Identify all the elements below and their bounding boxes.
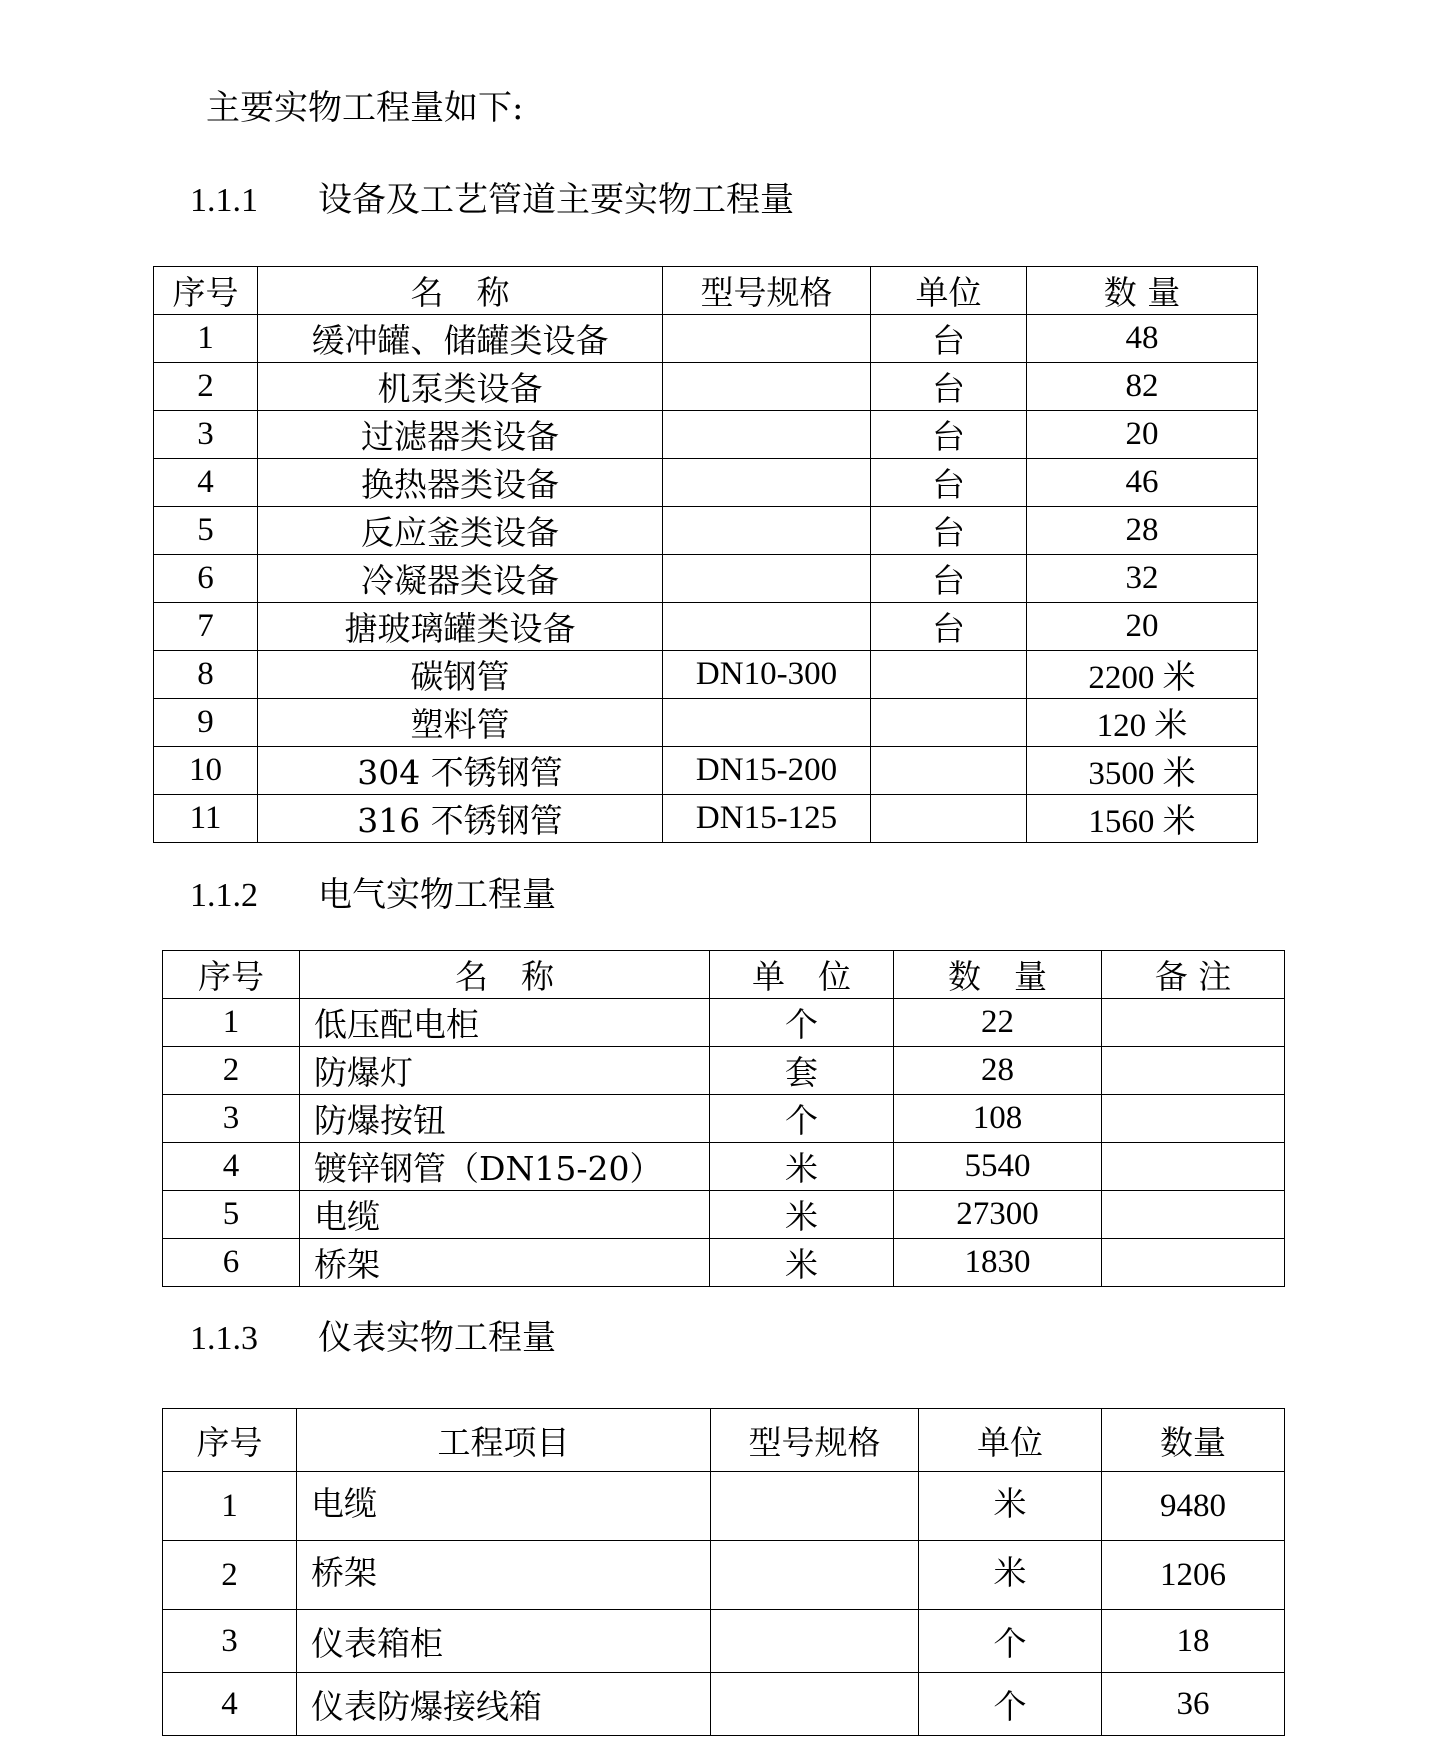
unit-cell [871, 651, 1027, 699]
note-cell [1102, 999, 1285, 1047]
header-spec: 型号规格 [711, 1409, 919, 1472]
name-cell: 电缆 [300, 1191, 710, 1239]
header-name: 名 称 [300, 951, 710, 999]
seq-cell: 5 [154, 507, 258, 555]
name-cell: 搪玻璃罐类设备 [258, 603, 663, 651]
seq-cell: 2 [163, 1541, 297, 1610]
unit-cell [871, 699, 1027, 747]
name-cell: 防爆灯 [300, 1047, 710, 1095]
table-row [154, 795, 1258, 843]
section-number: 1.1.3 [190, 1320, 258, 1357]
name-cell: 冷凝器类设备 [258, 555, 663, 603]
section-heading-1-1-3 [190, 1314, 556, 1362]
header-spec: 型号规格 [663, 267, 871, 315]
qty-cell: 27300 [894, 1191, 1102, 1239]
seq-cell: 11 [154, 795, 258, 843]
table-row [163, 1143, 1285, 1191]
unit-cell: 米 [710, 1239, 894, 1287]
unit-cell: 台 [871, 363, 1027, 411]
name-cell: 过滤器类设备 [258, 411, 663, 459]
section-heading-1-1-2 [190, 871, 556, 919]
header-seq: 序号 [163, 951, 300, 999]
table-header-row [154, 267, 1258, 315]
seq-cell: 9 [154, 699, 258, 747]
qty-cell: 32 [1027, 555, 1258, 603]
name-cell: 低压配电柜 [300, 999, 710, 1047]
seq-cell: 3 [154, 411, 258, 459]
header-seq: 序号 [154, 267, 258, 315]
spec-cell [711, 1541, 919, 1610]
seq-cell: 3 [163, 1610, 297, 1673]
table-row [154, 747, 1258, 795]
table-row [154, 459, 1258, 507]
unit-cell: 台 [871, 459, 1027, 507]
section-title: 设备及工艺管道主要实物工程量 [318, 180, 794, 220]
spec-cell [663, 315, 871, 363]
table-row [163, 1610, 1285, 1673]
name-cell: 316 不锈钢管 [258, 795, 663, 843]
section-number: 1.1.2 [190, 877, 258, 914]
note-cell [1102, 1239, 1285, 1287]
header-unit: 单位 [871, 267, 1027, 315]
unit-cell: 台 [871, 555, 1027, 603]
spec-cell: DN15-200 [663, 747, 871, 795]
spec-cell: DN15-125 [663, 795, 871, 843]
seq-cell: 4 [163, 1143, 300, 1191]
unit-cell: 台 [871, 411, 1027, 459]
seq-cell: 6 [154, 555, 258, 603]
instrument-table [162, 1408, 1285, 1736]
qty-cell: 46 [1027, 459, 1258, 507]
header-name: 名 称 [258, 267, 663, 315]
qty-cell: 22 [894, 999, 1102, 1047]
table-row [154, 315, 1258, 363]
unit-cell: 台 [871, 507, 1027, 555]
qty-cell: 1830 [894, 1239, 1102, 1287]
section-heading-1-1-1 [190, 176, 794, 224]
seq-cell: 6 [163, 1239, 300, 1287]
table-row [163, 1472, 1285, 1541]
qty-cell: 5540 [894, 1143, 1102, 1191]
header-seq: 序号 [163, 1409, 297, 1472]
table-row [154, 603, 1258, 651]
note-cell [1102, 1047, 1285, 1095]
unit-cell: 米 [919, 1472, 1102, 1541]
name-cell: 缓冲罐、储罐类设备 [258, 315, 663, 363]
seq-cell: 7 [154, 603, 258, 651]
spec-cell [663, 411, 871, 459]
seq-cell: 2 [163, 1047, 300, 1095]
name-cell: 镀锌钢管（DN15-20） [300, 1143, 710, 1191]
unit-cell: 个 [710, 1095, 894, 1143]
table-header-row [163, 1409, 1285, 1472]
intro-text: 主要实物工程量如下: [206, 88, 524, 128]
spec-cell [711, 1673, 919, 1736]
seq-cell: 1 [163, 999, 300, 1047]
unit-cell: 个 [919, 1673, 1102, 1736]
seq-cell: 4 [154, 459, 258, 507]
table-row [163, 1191, 1285, 1239]
unit-cell: 个 [919, 1610, 1102, 1673]
header-unit: 单 位 [710, 951, 894, 999]
note-cell [1102, 1095, 1285, 1143]
qty-cell: 9480 [1102, 1472, 1285, 1541]
table-row [154, 555, 1258, 603]
table-row [163, 1047, 1285, 1095]
unit-cell: 个 [710, 999, 894, 1047]
header-unit: 单位 [919, 1409, 1102, 1472]
unit-cell [871, 747, 1027, 795]
seq-cell: 8 [154, 651, 258, 699]
qty-cell: 2200 米 [1027, 651, 1258, 699]
seq-cell: 2 [154, 363, 258, 411]
table-row [163, 1095, 1285, 1143]
seq-cell: 3 [163, 1095, 300, 1143]
qty-cell: 3500 米 [1027, 747, 1258, 795]
unit-cell: 米 [710, 1143, 894, 1191]
seq-cell: 4 [163, 1673, 297, 1736]
header-qty: 数 量 [894, 951, 1102, 999]
seq-cell: 1 [154, 315, 258, 363]
table-row [163, 1541, 1285, 1610]
seq-cell: 10 [154, 747, 258, 795]
qty-cell: 108 [894, 1095, 1102, 1143]
item-cell: 桥架 [297, 1541, 711, 1610]
electrical-table [162, 950, 1285, 1287]
table-row [154, 363, 1258, 411]
table-header-row [163, 951, 1285, 999]
section-title: 电气实物工程量 [318, 875, 556, 915]
unit-cell: 台 [871, 315, 1027, 363]
section-number: 1.1.1 [190, 182, 258, 219]
table-row [163, 1673, 1285, 1736]
name-cell: 塑料管 [258, 699, 663, 747]
unit-cell: 台 [871, 603, 1027, 651]
name-cell: 机泵类设备 [258, 363, 663, 411]
spec-cell [663, 699, 871, 747]
name-cell: 反应釜类设备 [258, 507, 663, 555]
qty-cell: 28 [1027, 507, 1258, 555]
note-cell [1102, 1191, 1285, 1239]
item-cell: 电缆 [297, 1472, 711, 1541]
unit-cell: 米 [710, 1191, 894, 1239]
spec-cell [663, 555, 871, 603]
item-cell: 仪表箱柜 [297, 1610, 711, 1673]
table-row [163, 999, 1285, 1047]
header-note: 备 注 [1102, 951, 1285, 999]
spec-cell [663, 603, 871, 651]
qty-cell: 20 [1027, 603, 1258, 651]
qty-cell: 1206 [1102, 1541, 1285, 1610]
qty-cell: 1560 米 [1027, 795, 1258, 843]
spec-cell [711, 1472, 919, 1541]
header-item: 工程项目 [297, 1409, 711, 1472]
unit-cell: 套 [710, 1047, 894, 1095]
equipment-piping-table [153, 266, 1258, 843]
qty-cell: 28 [894, 1047, 1102, 1095]
qty-cell: 36 [1102, 1673, 1285, 1736]
table-row [154, 507, 1258, 555]
table-row [154, 411, 1258, 459]
spec-cell [711, 1610, 919, 1673]
qty-cell: 18 [1102, 1610, 1285, 1673]
header-qty: 数量 [1102, 1409, 1285, 1472]
qty-cell: 120 米 [1027, 699, 1258, 747]
qty-cell: 48 [1027, 315, 1258, 363]
note-cell [1102, 1143, 1285, 1191]
name-cell: 防爆按钮 [300, 1095, 710, 1143]
name-cell: 碳钢管 [258, 651, 663, 699]
seq-cell: 5 [163, 1191, 300, 1239]
seq-cell: 1 [163, 1472, 297, 1541]
spec-cell [663, 459, 871, 507]
spec-cell: DN10-300 [663, 651, 871, 699]
qty-cell: 82 [1027, 363, 1258, 411]
header-qty: 数 量 [1027, 267, 1258, 315]
name-cell: 304 不锈钢管 [258, 747, 663, 795]
item-cell: 仪表防爆接线箱 [297, 1673, 711, 1736]
qty-cell: 20 [1027, 411, 1258, 459]
name-cell: 换热器类设备 [258, 459, 663, 507]
section-title: 仪表实物工程量 [318, 1318, 556, 1358]
spec-cell [663, 507, 871, 555]
name-cell: 桥架 [300, 1239, 710, 1287]
unit-cell: 米 [919, 1541, 1102, 1610]
table-row [154, 651, 1258, 699]
table-row [163, 1239, 1285, 1287]
table-row [154, 699, 1258, 747]
spec-cell [663, 363, 871, 411]
unit-cell [871, 795, 1027, 843]
